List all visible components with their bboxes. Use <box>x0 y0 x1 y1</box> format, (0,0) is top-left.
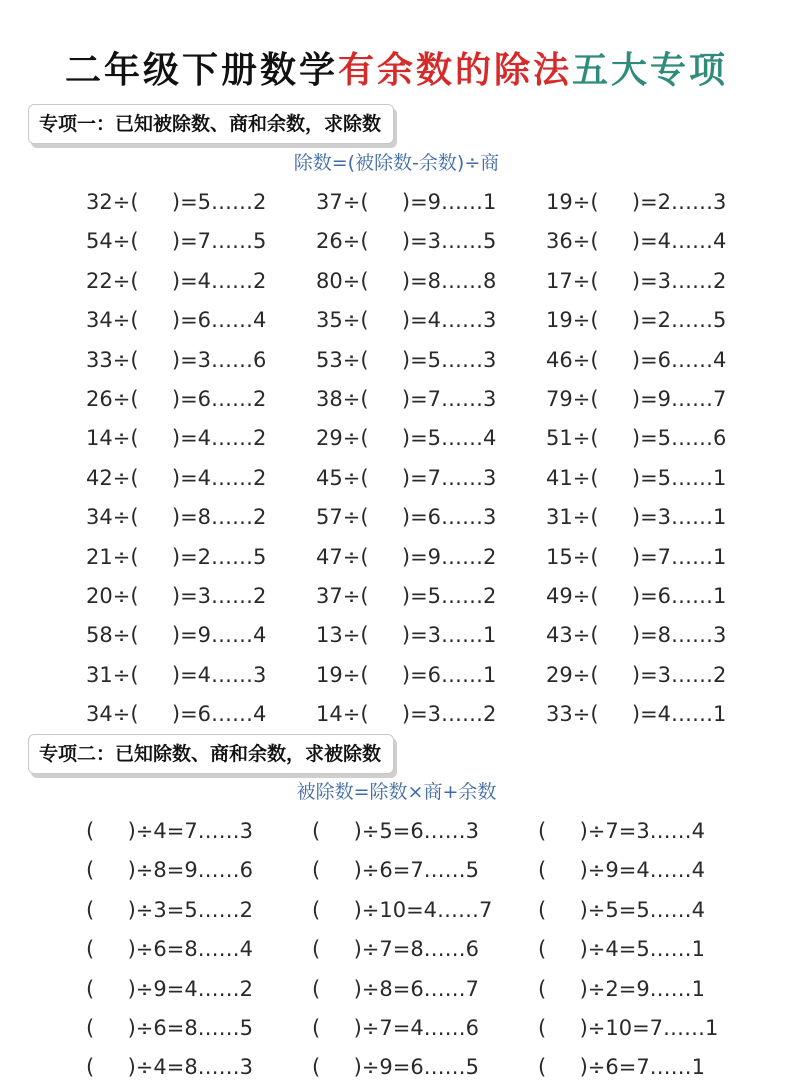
problem-item: 26÷( )=3……5 <box>316 229 497 254</box>
problem-item: ( )÷6=7……1 <box>538 1055 706 1080</box>
problem-item: ( )÷7=8……6 <box>312 937 480 962</box>
problem-item: ( )÷8=6……7 <box>312 976 480 1001</box>
problem-item: ( )÷6=8……4 <box>86 937 254 962</box>
problem-row <box>0 342 793 378</box>
section1-heading: 专项一：已知被除数、商和余数，求除数 <box>28 104 394 144</box>
section2-heading: 专项二：已知除数、商和余数，求被除数 <box>28 734 394 774</box>
problem-item: 53÷( )=5……3 <box>316 347 497 372</box>
problem-row <box>0 657 793 693</box>
problem-item: 13÷( )=3……1 <box>316 623 497 648</box>
problem-item: 19÷( )=2……3 <box>546 190 727 214</box>
problem-row <box>0 460 793 496</box>
problem-item: ( )÷8=9……6 <box>86 858 254 883</box>
problem-row <box>0 420 793 456</box>
problem-row <box>0 381 793 417</box>
problem-item: 57÷( )=6……3 <box>316 505 497 530</box>
problem-item: ( )÷2=9……1 <box>538 976 706 1001</box>
problem-item: 15÷( )=7……1 <box>546 544 727 569</box>
problem-row <box>0 499 793 535</box>
problem-item: 19÷( )=6……1 <box>316 662 497 687</box>
problem-item: 47÷( )=9……2 <box>316 544 497 569</box>
problem-row <box>0 971 793 1007</box>
problem-item: ( )÷5=5……4 <box>538 897 706 922</box>
problem-item: ( )÷7=4……6 <box>312 1016 480 1040</box>
problem-item: 38÷( )=7……3 <box>316 387 497 411</box>
problem-row <box>0 892 793 928</box>
problem-item: 20÷( )=3……2 <box>86 584 267 608</box>
problem-item: 34÷( )=8……2 <box>86 505 267 530</box>
problem-item: 37÷( )=5……2 <box>316 584 497 608</box>
problem-item: ( )÷4=7……3 <box>86 819 254 843</box>
problem-item: 26÷( )=6……2 <box>86 387 267 411</box>
title-part-topic: 有余数的除法 <box>337 49 572 91</box>
problem-item: 29÷( )=3……2 <box>546 662 727 687</box>
problem-item: 32÷( )=5……2 <box>86 190 267 214</box>
problem-item: 14÷( )=4……2 <box>86 426 267 451</box>
section2-formula: 被除数=除数×商+余数 <box>296 781 497 803</box>
problem-item: 33÷( )=4……1 <box>546 702 727 727</box>
problem-item: ( )÷9=4……4 <box>538 858 706 883</box>
problem-item: 49÷( )=6……1 <box>546 584 727 608</box>
problem-row <box>0 184 793 220</box>
problem-row <box>0 852 793 888</box>
problem-row <box>0 696 793 732</box>
problem-item: 34÷( )=6……4 <box>86 702 267 727</box>
problem-row <box>0 223 793 259</box>
problem-item: 45÷( )=7……3 <box>316 465 497 490</box>
problem-item: 14÷( )=3……2 <box>316 702 497 727</box>
problem-row <box>0 813 793 849</box>
problem-row <box>0 302 793 338</box>
problem-item: 42÷( )=4……2 <box>86 465 267 490</box>
problem-row <box>0 263 793 299</box>
problem-item: ( )÷9=6……5 <box>312 1055 480 1080</box>
problem-item: ( )÷10=4……7 <box>312 897 493 922</box>
problem-item: ( )÷10=7……1 <box>538 1016 719 1040</box>
problem-item: 37÷( )=9……1 <box>316 190 497 214</box>
problem-row <box>0 1010 793 1046</box>
page-title <box>0 44 793 96</box>
problem-row <box>0 1049 793 1085</box>
problem-item: 36÷( )=4……4 <box>546 229 727 254</box>
problem-item: 51÷( )=5……6 <box>546 426 727 451</box>
problem-item: 29÷( )=5……4 <box>316 426 497 451</box>
problem-item: 34÷( )=6……4 <box>86 308 267 333</box>
problem-item: 22÷( )=4……2 <box>86 268 267 293</box>
problem-item: ( )÷3=5……2 <box>86 897 254 922</box>
problem-item: 35÷( )=4……3 <box>316 308 497 333</box>
problem-item: 19÷( )=2……5 <box>546 308 727 333</box>
problem-row <box>0 617 793 653</box>
problem-item: ( )÷7=3……4 <box>538 819 706 843</box>
problem-item: ( )÷6=8……5 <box>86 1016 254 1040</box>
problem-item: 41÷( )=5……1 <box>546 465 727 490</box>
problem-row <box>0 578 793 614</box>
problem-row <box>0 931 793 967</box>
problem-item: ( )÷6=7……5 <box>312 858 480 883</box>
problem-item: 54÷( )=7……5 <box>86 229 267 254</box>
problem-item: 31÷( )=3……1 <box>546 505 727 530</box>
problem-item: 17÷( )=3……2 <box>546 268 727 293</box>
problem-item: 43÷( )=8……3 <box>546 623 727 648</box>
problem-row <box>0 539 793 575</box>
problem-item: 21÷( )=2……5 <box>86 544 267 569</box>
problem-item: ( )÷4=8……3 <box>86 1055 254 1080</box>
problem-item: 58÷( )=9……4 <box>86 623 267 648</box>
problem-item: 31÷( )=4……3 <box>86 662 267 687</box>
problem-item: 80÷( )=8……8 <box>316 268 497 293</box>
problem-item: 33÷( )=3……6 <box>86 347 267 372</box>
problem-item: 46÷( )=6……4 <box>546 347 727 372</box>
title-part-grade: 二年级下册数学 <box>64 49 338 91</box>
title-part-special: 五大专项 <box>572 49 729 91</box>
problem-item: ( )÷4=5……1 <box>538 937 706 962</box>
section1-formula: 除数=(被除数-余数)÷商 <box>293 152 500 174</box>
problem-item: 79÷( )=9……7 <box>546 387 727 411</box>
problem-item: ( )÷5=6……3 <box>312 819 480 843</box>
problem-item: ( )÷9=4……2 <box>86 976 254 1001</box>
